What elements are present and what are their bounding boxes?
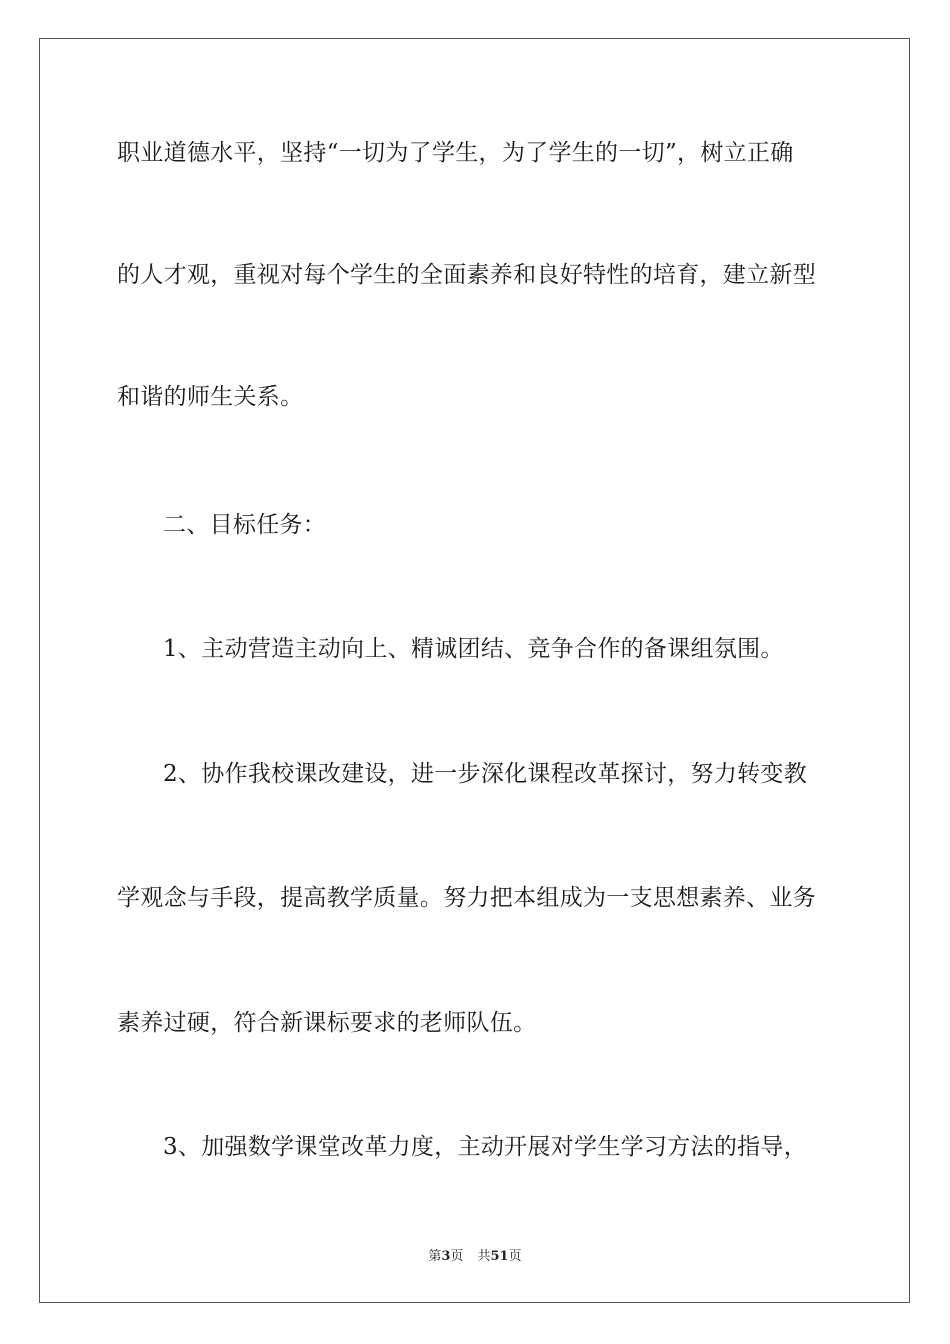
list-item-2-line-2: 学观念与手段，提高教学质量。努力把本组成为一支思想素养、业务 <box>117 885 816 911</box>
page-suffix: 页 <box>450 1249 464 1264</box>
list-item-3-line-1: 3、加强数学课堂改革力度，主动开展对学生学习方法的指导， <box>163 1134 808 1160</box>
paragraph-line-3: 和谐的师生关系。 <box>117 384 304 410</box>
list-item-2-line-1: 2、协作我校课改建设，进一步深化课程改革探讨，努力转变教 <box>163 761 808 787</box>
total-prefix: 共 <box>477 1249 491 1264</box>
page-prefix: 第 <box>428 1249 442 1264</box>
total-pages: 51 <box>490 1249 509 1264</box>
paragraph-line-2: 的人才观，重视对每个学生的全面素养和良好特性的培育，建立新型 <box>117 262 816 288</box>
list-item-2-line-3: 素养过硬，符合新课标要求的老师队伍。 <box>117 1010 537 1036</box>
paragraph-line-1: 职业道德水平，坚持“一切为了学生，为了学生的一切”，树立正确 <box>117 140 794 166</box>
page-footer <box>0 1248 950 1266</box>
page-number: 3 <box>441 1249 451 1264</box>
page-border <box>39 38 910 1303</box>
section-heading: 二、目标任务： <box>163 512 327 538</box>
total-suffix: 页 <box>508 1249 522 1264</box>
list-item-1: 1、主动营造主动向上、精诚团结、竞争合作的备课组氛围。 <box>163 636 784 662</box>
